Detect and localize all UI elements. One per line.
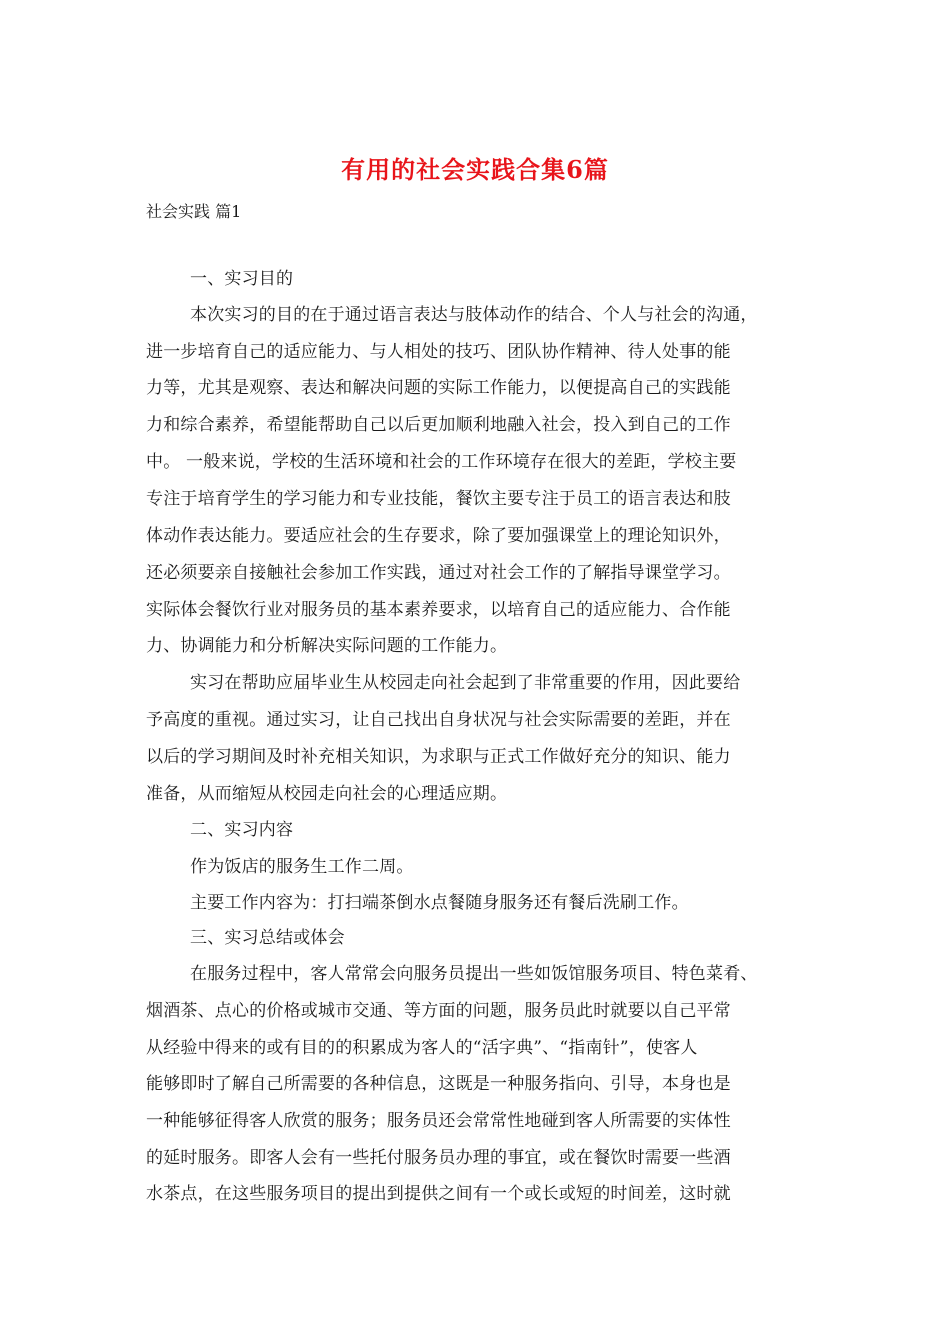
paragraph-line: 中。 一般来说，学校的生活环境和社会的工作环境存在很大的差距，学校主要 [146,452,737,472]
paragraph-line: 准备，从而缩短从校园走向社会的心理适应期。 [146,784,508,804]
document-title: 有用的社会实践合集6篇 [341,155,609,184]
paragraph-line: 水茶点，在这些服务项目的提出到提供之间有一个或长或短的时间差，这时就 [146,1184,731,1204]
heading-3: 三、实习总结或体会 [190,928,345,948]
paragraph-line: 烟酒茶、点心的价格或城市交通、等方面的问题，服务员此时就要以自己平常 [146,1001,731,1021]
paragraph-line: 从经验中得来的或有目的的积累成为客人的“活字典”、“指南针”，使客人 [146,1038,698,1058]
section-label: 社会实践 篇1 [146,202,242,221]
paragraph-line: 一种能够征得客人欣赏的服务；服务员还会常常性地碰到客人所需要的实体性 [146,1111,731,1131]
paragraph-line: 予高度的重视。通过实习，让自己找出自身状况与社会实际需要的差距，并在 [146,710,731,730]
paragraph-line: 的延时服务。即客人会有一些托付服务员办理的事宜，或在餐饮时需要一些酒 [146,1148,731,1168]
paragraph-line: 实际体会餐饮行业对服务员的基本素养要求，以培育自己的适应能力、合作能 [146,600,731,620]
paragraph-line: 主要工作内容为：打扫端茶倒水点餐随身服务还有餐后洗刷工作。 [190,893,689,913]
paragraph-line: 专注于培育学生的学习能力和专业技能，餐饮主要专注于员工的语言表达和肢 [146,489,731,509]
paragraph-line: 还必须要亲自接触社会参加工作实践，通过对社会工作的了解指导课堂学习。 [146,563,731,583]
paragraph-line: 本次实习的目的在于通过语言表达与肢体动作的结合、个人与社会的沟通， [190,305,758,325]
paragraph-line: 力等，尤其是观察、表达和解决问题的实际工作能力，以便提高自己的实践能 [146,378,731,398]
paragraph-line: 力和综合素养，希望能帮助自己以后更加顺利地融入社会，投入到自己的工作 [146,415,731,435]
paragraph-line: 实习在帮助应届毕业生从校园走向社会起到了非常重要的作用，因此要给 [190,673,741,693]
paragraph-line: 以后的学习期间及时补充相关知识，为求职与正式工作做好充分的知识、能力 [146,747,731,767]
paragraph-line: 体动作表达能力。要适应社会的生存要求，除了要加强课堂上的理论知识外， [146,526,731,546]
paragraph-line: 力、协调能力和分析解决实际问题的工作能力。 [146,636,508,656]
paragraph-line: 作为饭店的服务生工作二周。 [190,857,414,877]
heading-1: 一、实习目的 [190,269,294,289]
paragraph-line: 在服务过程中，客人常常会向服务员提出一些如饭馆服务项目、特色菜肴、 [190,964,758,984]
heading-2: 二、实习内容 [190,820,294,840]
paragraph-line: 能够即时了解自己所需要的各种信息，这既是一种服务指向、引导，本身也是 [146,1074,731,1094]
paragraph-line: 进一步培育自己的适应能力、与人相处的技巧、团队协作精神、待人处事的能 [146,342,731,362]
